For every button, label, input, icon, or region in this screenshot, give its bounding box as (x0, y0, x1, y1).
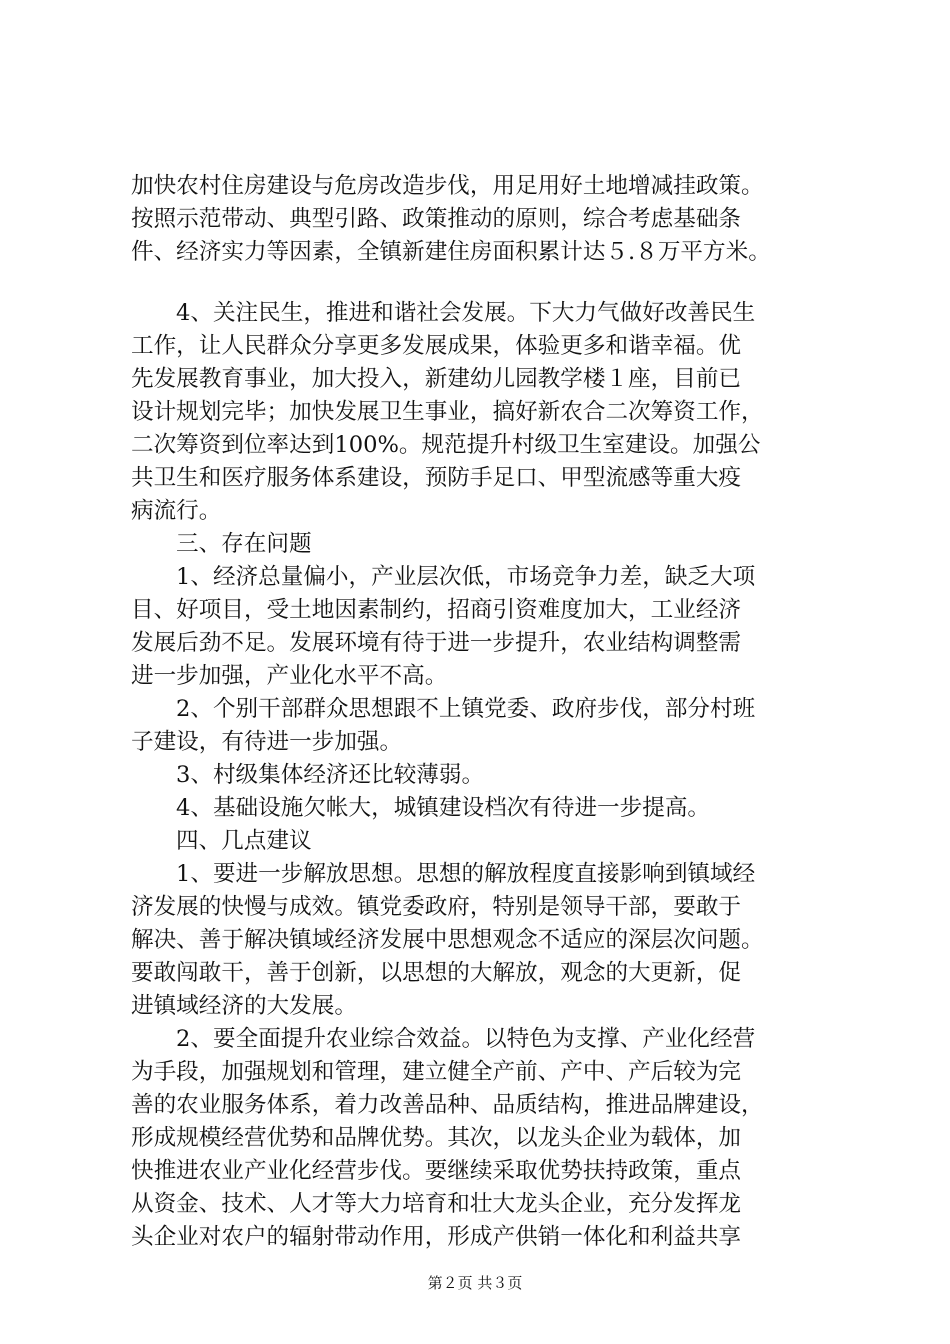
text-line: 设计规划完毕；加快发展卫生事业，搞好新农合二次筹资工作， (131, 399, 764, 425)
paragraph-start: 4、基础设施欠帐大，城镇建设档次有待进一步提高。 (176, 795, 711, 821)
paragraph-gap (131, 269, 831, 297)
text-line: 件、经济实力等因素，全镇新建住房面积累计达５.８万平方米。 (131, 239, 771, 265)
text-line: 先发展教育事业，加大投入，新建幼儿园教学楼１座，目前已 (131, 366, 742, 392)
text-line: 二次筹资到位率达到100%。规范提升村级卫生室建设。加强公 (131, 432, 761, 458)
text-line: 要敢闯敢干，善于创新，以思想的大解放，观念的大更新，促 (131, 960, 742, 986)
text-line: 解决、善于解决镇域经济发展中思想观念不适应的深层次问题。 (131, 927, 764, 953)
paragraph-start: 3、村级集体经济还比较薄弱。 (176, 762, 485, 788)
document-body (131, 170, 831, 1254)
text-line: 发展后劲不足。发展环境有待于进一步提升，农业结构调整需 (131, 630, 742, 656)
text-line: 进镇域经济的大发展。 (131, 993, 357, 1019)
paragraph-start: 1、要进一步解放思想。思想的解放程度直接影响到镇域经 (176, 861, 756, 887)
text-line: 加快农村住房建设与危房改造步伐，用足用好土地增减挂政策。 (131, 173, 764, 199)
paragraph-start: 1、经济总量偏小，产业层次低，市场竞争力差，缺乏大项 (176, 564, 756, 590)
text-line: 从资金、技术、人才等大力培育和壮大龙头企业，充分发挥龙 (131, 1191, 742, 1217)
text-line: 共卫生和医疗服务体系建设，预防手足口、甲型流感等重大疫 (131, 465, 742, 491)
section-heading: 三、存在问题 (176, 531, 312, 557)
text-line: 病流行。 (131, 498, 222, 524)
text-line: 头企业对农户的辐射带动作用，形成产供销一体化和利益共享 (131, 1224, 742, 1250)
text-line: 子建设，有待进一步加强。 (131, 729, 403, 755)
paragraph-start: 4、关注民生，推进和谐社会发展。下大力气做好改善民生 (176, 300, 756, 326)
text-line: 目、好项目，受土地因素制约，招商引资难度加大，工业经济 (131, 597, 742, 623)
text-line: 快推进农业产业化经营步伐。要继续采取优势扶持政策，重点 (131, 1158, 742, 1184)
text-line: 按照示范带动、典型引路、政策推动的原则，综合考虑基础条 (131, 206, 742, 232)
text-line: 进一步加强，产业化水平不高。 (131, 663, 448, 689)
text-line: 工作，让人民群众分享更多发展成果，体验更多和谐幸福。优 (131, 333, 742, 359)
text-line: 形成规模经营优势和品牌优势。其次，以龙头企业为载体，加 (131, 1125, 742, 1151)
paragraph-start: 2、个别干部群众思想跟不上镇党委、政府步伐，部分村班 (176, 696, 756, 722)
text-line: 济发展的快慢与成效。镇党委政府，特别是领导干部，要敢于 (131, 894, 742, 920)
text-line: 善的农业服务体系，着力改善品种、品质结构，推进品牌建设， (131, 1092, 764, 1118)
text-line: 为手段，加强规划和管理，建立健全产前、产中、产后较为完 (131, 1059, 742, 1085)
paragraph-start: 2、要全面提升农业综合效益。以特色为支撑、产业化经营 (176, 1026, 756, 1052)
page-footer: 第２页 共３页 (427, 1274, 523, 1292)
section-heading: 四、几点建议 (176, 828, 312, 854)
